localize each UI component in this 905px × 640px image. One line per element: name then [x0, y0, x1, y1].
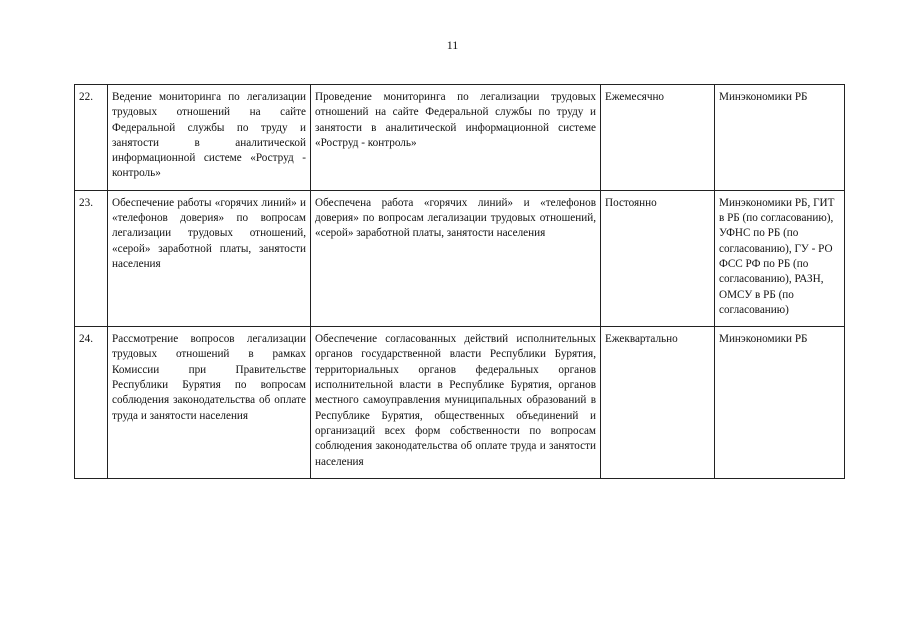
event-cell: Рассмотрение вопросов легализации трудовых отношений в рамках Комиссии при Правительстве Республики Бурятия по вопросам соблюдения законодательства об оплате труда и занятости населения [108, 327, 311, 479]
row-number: 24. [75, 327, 108, 479]
result-cell: Проведение мониторинга по легализации трудовых отношений на сайте Федеральной службы по труду и занятости в аналитической информационной системе «Роструд - контроль» [311, 85, 601, 191]
table-row [75, 327, 845, 479]
executor-cell: Минэкономики РБ, ГИТ в РБ (по согласованию), УФНС по РБ (по согласованию), ГУ - РО ФСС РФ по РБ (по согласованию), РАЗН, ОМСУ в РБ (по согласованию) [715, 190, 845, 326]
measures-table [74, 84, 845, 479]
executor-cell: Минэкономики РБ [715, 85, 845, 191]
table-row [75, 190, 845, 326]
result-cell: Обеспечение согласованных действий исполнительных органов государственной власти Республики Бурятия, территориальных органов федеральных органов исполнительной власти в Республике Бурятия, органов местного самоуправления муниципальных образований в Республике Бурятия, общественных объединений и организаций всех форм собственности по вопросам соблюдения законодательства об оплате труда и занятости населения [311, 327, 601, 479]
executor-cell: Минэкономики РБ [715, 327, 845, 479]
page-number: 11 [446, 38, 459, 52]
term-cell: Ежеквартально [601, 327, 715, 479]
term-cell: Постоянно [601, 190, 715, 326]
event-cell: Обеспечение работы «горячих линий» и «телефонов доверия» по вопросам легализации трудовых отношений, «серой» заработной платы, занятости населения [108, 190, 311, 326]
row-number: 22. [75, 85, 108, 191]
result-cell: Обеспечена работа «горячих линий» и «телефонов доверия» по вопросам легализации трудовых отношений, «серой» заработной платы, занятости населения [311, 190, 601, 326]
term-cell: Ежемесячно [601, 85, 715, 191]
event-cell: Ведение мониторинга по легализации трудовых отношений на сайте Федеральной службы по труду и занятости в аналитической информационной системе «Роструд - контроль» [108, 85, 311, 191]
table-row [75, 85, 845, 191]
row-number: 23. [75, 190, 108, 326]
